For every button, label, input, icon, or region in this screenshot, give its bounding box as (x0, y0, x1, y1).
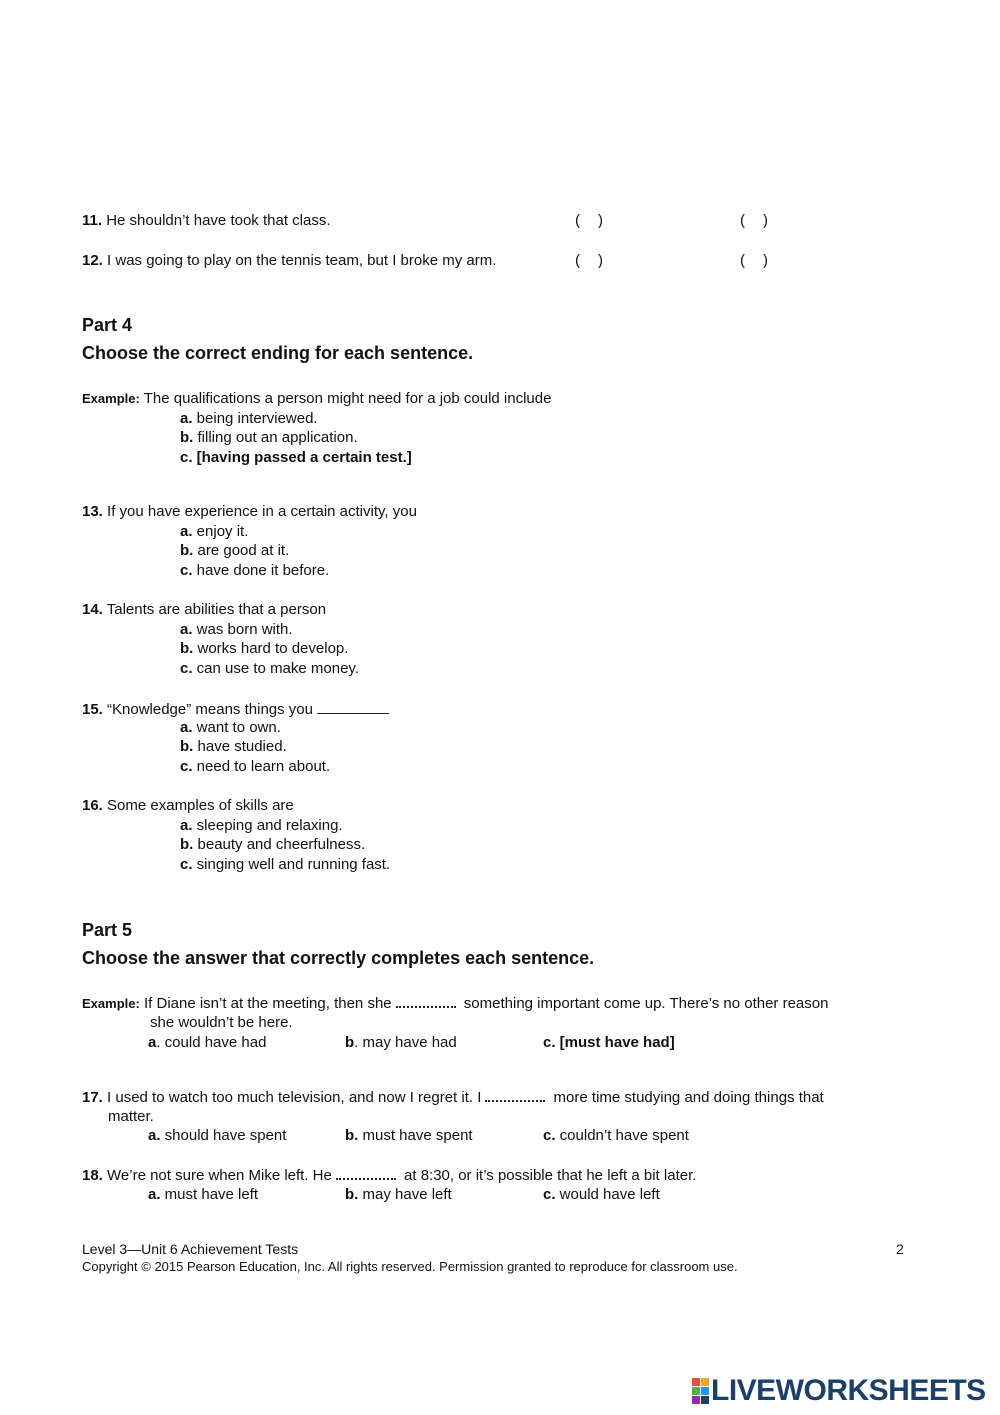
option-18a[interactable] (148, 1186, 258, 1203)
part-5-example-line2: she wouldn’t be here. (150, 1014, 293, 1031)
option-text: can use to make money. (192, 660, 359, 677)
question-18 (82, 1166, 696, 1184)
option-text: need to learn about. (192, 758, 331, 775)
paren-close: ) (598, 212, 603, 229)
question-number: 13. (82, 503, 103, 520)
question-number: 14. (82, 601, 103, 618)
answer-blank-17[interactable] (485, 1088, 545, 1102)
question-number: 12. (82, 252, 103, 269)
option-letter: a. (180, 719, 193, 736)
option-letter: c. (180, 660, 193, 677)
option-text: was born with. (192, 621, 293, 638)
paren-open: ( (740, 212, 745, 229)
option-text: have studied. (193, 738, 287, 755)
option-text: [having passed a certain test.] (192, 449, 412, 466)
option-letter: b. (180, 738, 194, 755)
answer-box-incorrect-12[interactable] (740, 252, 768, 269)
option-text: enjoy it. (192, 523, 249, 540)
logo-mark-icon (692, 1378, 709, 1404)
example-option-b (180, 429, 358, 446)
option-letter: b. (180, 429, 194, 446)
option-letter: c. (180, 449, 193, 466)
option-17b[interactable] (345, 1127, 473, 1144)
option-13b[interactable] (180, 542, 289, 559)
part-4-heading: Part 4 (82, 315, 133, 335)
option-15b[interactable] (180, 738, 287, 755)
option-text: works hard to develop. (193, 640, 349, 657)
example-option-b (345, 1034, 457, 1051)
question-text: He shouldn’t have took that class. (102, 212, 331, 229)
option-text: sleeping and relaxing. (192, 817, 343, 834)
question-number: 11. (82, 212, 103, 229)
option-text: are good at it. (193, 542, 290, 559)
option-14c[interactable] (180, 660, 359, 677)
option-18b[interactable] (345, 1186, 452, 1203)
option-text: would have left (555, 1186, 660, 1203)
question-11 (82, 212, 331, 229)
question-17 (82, 1088, 824, 1106)
answer-box-incorrect-11[interactable] (740, 212, 768, 229)
option-letter: c. (543, 1186, 556, 1203)
example-option-a (180, 410, 318, 427)
option-letter: a. (148, 1186, 161, 1203)
option-letter: a. (180, 621, 193, 638)
paren-close: ) (598, 252, 603, 269)
answer-blank-18[interactable] (336, 1166, 396, 1180)
option-13c[interactable] (180, 562, 329, 579)
question-number: 15. (82, 701, 103, 718)
option-letter: b. (345, 1127, 359, 1144)
part-4-example-stem (82, 390, 551, 407)
question-text: Talents are abilities that a person (102, 601, 327, 618)
option-letter: a. (180, 817, 193, 834)
option-text: beauty and cheerfulness. (193, 836, 366, 853)
paren-open: ( (575, 212, 580, 229)
question-12 (82, 252, 496, 269)
option-text: must have left (160, 1186, 259, 1203)
option-13a[interactable] (180, 523, 248, 540)
option-text: may have left (358, 1186, 452, 1203)
example-text-after: something important come up. There’s no other reason (459, 995, 829, 1012)
option-letter: b. (180, 640, 194, 657)
option-letter: a (148, 1034, 157, 1051)
option-14b[interactable] (180, 640, 348, 657)
option-text: . could have had (156, 1034, 267, 1051)
option-letter: c. (543, 1034, 556, 1051)
copyright-notice: Copyright © 2015 Pearson Education, Inc. All rights reserved. Permission granted to reproduce for classroom use. (82, 1259, 738, 1274)
option-16a[interactable] (180, 817, 343, 834)
paren-open: ( (740, 252, 745, 269)
option-letter: a. (180, 523, 193, 540)
question-16 (82, 797, 294, 814)
question-text: I used to watch too much television, and now I regret it. I (102, 1089, 482, 1106)
option-14a[interactable] (180, 621, 293, 638)
question-15 (82, 699, 389, 718)
option-18c[interactable] (543, 1186, 660, 1203)
question-13 (82, 503, 417, 520)
option-letter: a. (148, 1127, 161, 1144)
option-letter: b. (180, 542, 194, 559)
option-text: want to own. (192, 719, 281, 736)
option-text: must have spent (358, 1127, 473, 1144)
answer-box-correct-11[interactable] (575, 212, 603, 229)
question-text: Some examples of skills are (102, 797, 294, 814)
example-text: If Diane isn’t at the meeting, then she (139, 995, 392, 1012)
question-text-after: at 8:30, or it’s possible that he left a bit later. (399, 1167, 697, 1184)
example-option-a (148, 1034, 266, 1051)
option-17a[interactable] (148, 1127, 286, 1144)
question-text: I was going to play on the tennis team, but I broke my arm. (102, 252, 497, 269)
option-letter: c. (180, 856, 193, 873)
paren-close: ) (763, 252, 768, 269)
example-label: Example: (82, 391, 140, 406)
part-5-instruction: Choose the answer that correctly completes each sentence. (82, 948, 595, 968)
option-letter: b. (345, 1186, 359, 1203)
answer-box-correct-12[interactable] (575, 252, 603, 269)
question-number: 16. (82, 797, 103, 814)
option-16b[interactable] (180, 836, 365, 853)
footer-title: Level 3—Unit 6 Achievement Tests (82, 1241, 299, 1257)
question-text: We’re not sure when Mike left. He (102, 1167, 332, 1184)
option-text: filling out an application. (193, 429, 358, 446)
option-text: being interviewed. (192, 410, 318, 427)
question-text: If you have experience in a certain activity, you (102, 503, 417, 520)
option-text: have done it before. (192, 562, 330, 579)
option-letter: c. (543, 1127, 556, 1144)
example-option-c (180, 449, 412, 466)
option-text: [must have had] (555, 1034, 675, 1051)
option-text: singing well and running fast. (192, 856, 391, 873)
question-17-line2: matter. (108, 1108, 154, 1125)
part-4-instruction: Choose the correct ending for each sentence. (82, 343, 474, 363)
question-text: “Knowledge” means things you (102, 701, 318, 718)
liveworksheets-logo (692, 1374, 986, 1408)
example-option-c (543, 1034, 675, 1051)
option-text: couldn’t have spent (555, 1127, 689, 1144)
example-blank (396, 994, 456, 1008)
example-label: Example: (82, 996, 140, 1011)
question-number: 18. (82, 1167, 103, 1184)
option-letter: c. (180, 562, 193, 579)
paren-open: ( (575, 252, 580, 269)
option-17c[interactable] (543, 1127, 689, 1144)
answer-blank-line (317, 699, 389, 714)
question-number: 17. (82, 1089, 103, 1106)
part-5-heading: Part 5 (82, 920, 133, 940)
option-15c[interactable] (180, 758, 330, 775)
option-15a[interactable] (180, 719, 281, 736)
part-5-example-stem (82, 994, 828, 1012)
example-text: The qualifications a person might need for a job could include (139, 390, 552, 407)
option-letter: c. (180, 758, 193, 775)
option-letter: b (345, 1034, 355, 1051)
logo-text: LIVEWORKSHEETS (711, 1374, 986, 1407)
option-text: . may have had (354, 1034, 457, 1051)
question-text-after: more time studying and doing things that (549, 1089, 824, 1106)
option-16c[interactable] (180, 856, 390, 873)
question-14 (82, 601, 326, 618)
option-letter: b. (180, 836, 194, 853)
page-number: 2 (896, 1241, 904, 1257)
paren-close: ) (763, 212, 768, 229)
option-letter: a. (180, 410, 193, 427)
option-text: should have spent (160, 1127, 287, 1144)
